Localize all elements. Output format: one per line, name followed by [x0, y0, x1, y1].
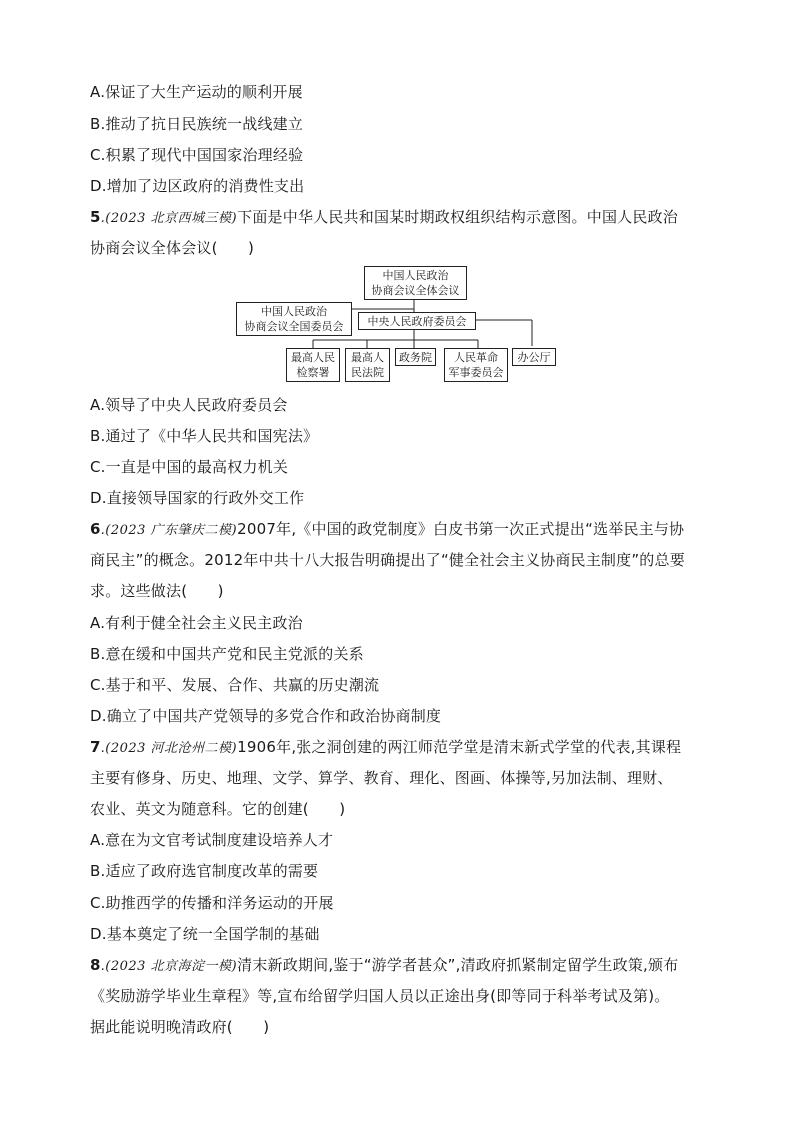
- q7-source: .(2023 河北沧州二模): [100, 741, 238, 756]
- cppcc-national-committee-box: [236, 302, 352, 336]
- q7-option-b: B.适应了政府选官制度改革的需要: [90, 862, 319, 880]
- q8-stem-line3: 据此能说明晚清政府( ): [90, 1018, 270, 1036]
- q4-option-a: A.保证了大生产运动的顺利开展: [90, 83, 303, 101]
- procuratorate-line2: 检察署: [296, 366, 330, 379]
- cppcc-national-line2: 协商会议全国委员会: [244, 320, 344, 333]
- q8-stem: [90, 955, 678, 977]
- q4-option-d: D.增加了边区政府的消费性支出: [90, 177, 305, 195]
- q7-option-a: A.意在为文官考试制度建设培养人才: [90, 831, 334, 849]
- general-office-box: 办公厅: [512, 348, 556, 366]
- q7-stem: [90, 737, 681, 759]
- q6-source: .(2023 广东肇庆二模): [100, 523, 238, 538]
- court-line1: 最高人: [351, 351, 384, 364]
- cppcc-national-line1: 中国人民政治: [261, 305, 327, 318]
- q6-number: 6: [90, 520, 101, 538]
- military-commission-box: [444, 348, 508, 382]
- q6-stem: [90, 519, 684, 541]
- military-commission-line1: 人民革命: [454, 351, 498, 364]
- q6-option-d: D.确立了中国共产党领导的多党合作和政治协商制度: [90, 707, 442, 725]
- q5-source: .(2023 北京西城三模): [100, 211, 238, 226]
- q4-option-b: B.推动了抗日民族统一战线建立: [90, 115, 304, 133]
- q8-source: .(2023 北京海淀一模): [100, 959, 238, 974]
- q6-option-b: B.意在缓和中国共产党和民主党派的关系: [90, 645, 364, 663]
- q6-stem-text: 2007年,《中国的政党制度》白皮书第一次正式提出“选举民主与协: [237, 520, 685, 538]
- cppcc-plenary-line2: 协商会议全体会议: [371, 284, 460, 297]
- q5-stem-text: 下面是中华人民共和国某时期政权组织结构示意图。中国人民政治: [237, 208, 678, 226]
- q5-option-b: B.通过了《中华人民共和国宪法》: [90, 427, 319, 445]
- procuratorate-line1: 最高人民: [291, 351, 335, 364]
- q5-number: 5: [90, 208, 101, 226]
- q5-stem: [90, 207, 678, 229]
- q6-stem-line2: 商民主”的概念。2012年中共十八大报告明确提出了“健全社会主义协商民主制度”的总要: [90, 551, 685, 569]
- q6-stem-line3: 求。这些做法( ): [90, 582, 224, 600]
- court-line2: 民法院: [351, 366, 384, 379]
- q6-option-a: A.有利于健全社会主义民主政治: [90, 614, 303, 632]
- central-government-council-box: 中央人民政府委员会: [358, 312, 476, 330]
- cppcc-plenary-box: [364, 266, 467, 300]
- military-commission-line2: 军事委员会: [448, 366, 504, 379]
- q7-option-c: C.助推西学的传播和洋务运动的开展: [90, 894, 334, 912]
- q4-option-c: C.积累了现代中国国家治理经验: [90, 146, 304, 164]
- q7-stem-line3: 农业、英文为随意科。它的创建( ): [90, 800, 346, 818]
- q5-stem-line2: 协商会议全体会议( ): [90, 239, 255, 257]
- q7-stem-text: 1906年,张之洞创建的两江师范学堂是清末新式学堂的代表,其课程: [237, 738, 682, 756]
- q7-stem-line2: 主要有修身、历史、地理、文学、算学、教育、理化、图画、体操等,另加法制、理财、: [90, 769, 673, 787]
- q5-option-a: A.领导了中央人民政府委员会: [90, 396, 288, 414]
- q5-option-d: D.直接领导国家的行政外交工作: [90, 489, 305, 507]
- q8-stem-line2: 《奖励游学毕业生章程》等,宣布给留学归国人员以正途出身(即等同于科举考试及第)。: [90, 987, 670, 1005]
- q8-stem-text: 清末新政期间,鉴于“游学者甚众”,清政府抓紧制定留学生政策,颁布: [237, 956, 679, 974]
- q7-number: 7: [90, 738, 101, 756]
- supreme-procuratorate-box: [286, 348, 340, 382]
- cppcc-plenary-line1: 中国人民政治: [382, 269, 449, 282]
- q6-option-c: C.基于和平、发展、合作、共赢的历史潮流: [90, 676, 380, 694]
- q7-option-d: D.基本奠定了统一全国学制的基础: [90, 925, 320, 943]
- q8-number: 8: [90, 956, 101, 974]
- government-structure-diagram: [230, 264, 570, 386]
- supreme-court-box: [345, 348, 390, 382]
- q5-option-c: C.一直是中国的最高权力机关: [90, 458, 289, 476]
- government-administration-council-box: 政务院: [395, 348, 436, 366]
